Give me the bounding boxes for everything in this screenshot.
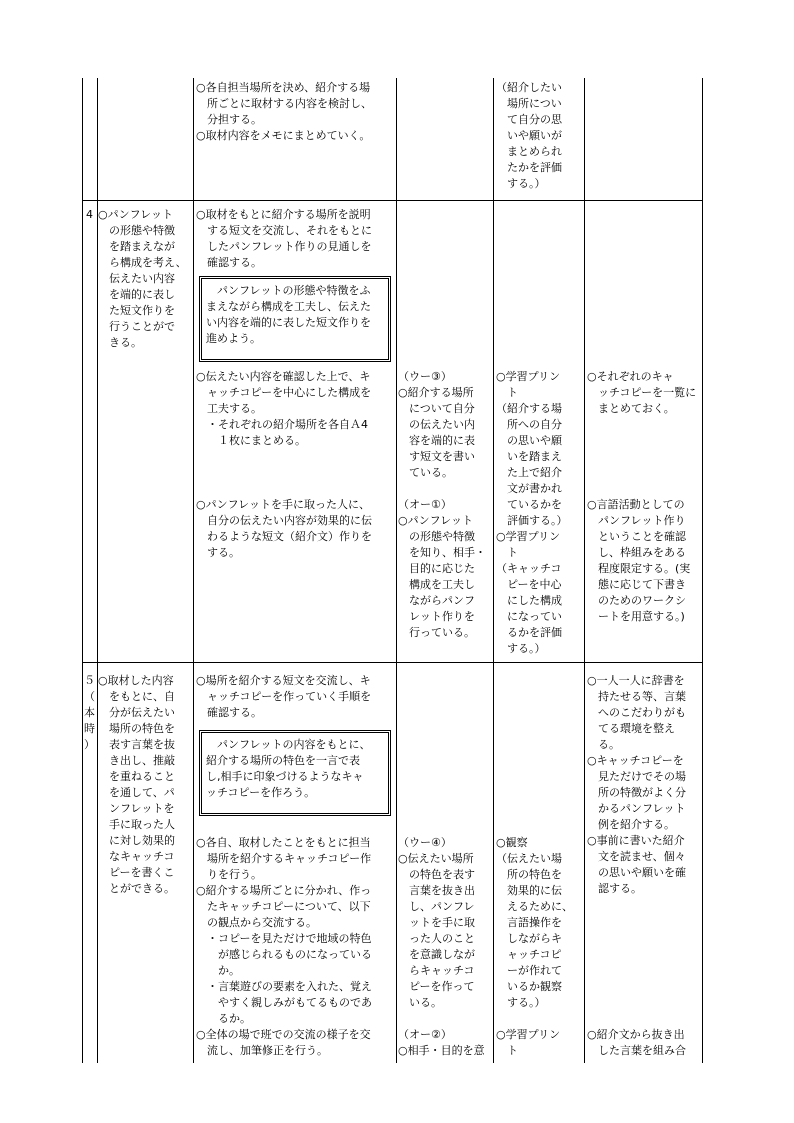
row3-eval-method: （紹介したい 場所につい て自分の思 いや願いが まとめられ たかを評価 する。） bbox=[496, 81, 562, 190]
table-border-right bbox=[702, 78, 703, 1063]
row5-number: ５ （ 本 時 ） bbox=[84, 674, 95, 751]
row4-activity-a: ○伝えたい内容を確認した上で、キ ャッチコピーを中心にした構成を 工夫する。 ・それぞれの紹介場所を各自Ａ4 １枚にまとめる。 bbox=[196, 370, 372, 447]
row5-support-b: ○紹介文から抜き出 した言葉を組み合 bbox=[587, 1028, 686, 1057]
row5-activity-intro: ○場所を紹介する短文を交流し、キ ャッチコピーを作っていく手順を 確認する。 bbox=[196, 674, 372, 719]
row4-method-b: ○学習プリン ト （キャッチコ ピーを中心 にした構成 になってい るかを評価 する。） bbox=[496, 530, 562, 655]
row4-number: 4 bbox=[86, 208, 93, 221]
row-separator-4-5 bbox=[82, 662, 703, 663]
row5-eval-a: （ウー④） ○伝えたい場所 の特色を表す 言葉を抜き出 し、パンフレ ットを手に取 った人のこと を意識しなが らキャッチコ ピーを作って いる。 bbox=[398, 836, 475, 1009]
row4-task-box bbox=[199, 276, 391, 362]
row5-goal: ○取材した内容 をもとに、自 分が伝えたい 場所の特色を 表す言葉を抜 き出し、推敲 を重ねること を通して、パ ンフレットを 手に取った人 に対し効果的 なキャッチコ ピーを書くこ とができる。 bbox=[98, 674, 175, 895]
row5-activity-a: ○各自、取材したことをもとに担当 場所を紹介するキャッチコピー作 りを行う。 ○紹介する場所ごとに分かれ、作っ たキャッチコピーについて、以下 の観点から交流する。 ・コピーを見ただけで地域の特色 が感じられるものになっている か。 ・言葉遊びの要素を入れた、覚え やすく親しみがもてるものであ るか。 bbox=[196, 836, 372, 1025]
row4-support-a: ○それぞれのキャ ッチコピーを一覧に まとめておく。 bbox=[587, 370, 697, 415]
row4-method-a: ○学習プリン ト （紹介する場 所への自分 の思いや願 いを踏まえ た上で紹介 文が書かれ ているかを 評価する。） bbox=[496, 370, 568, 527]
table-border-left bbox=[82, 78, 83, 1063]
row-separator-3-4 bbox=[82, 200, 703, 201]
col-divider-4 bbox=[493, 78, 494, 1063]
row5-task-box bbox=[199, 730, 391, 816]
row4-activity-intro: ○取材をもとに紹介する場所を説明 する短文を交流し、それをもとに したパンフレット作りの見通しを 確認する。 bbox=[196, 208, 372, 269]
row5-eval-b: （オー②） ○相手・目的を意 bbox=[398, 1028, 485, 1057]
row4-support-b: ○言語活動としての パンフレット作り ということを確認 し、枠組みをある 程度限定する。(実 態に応じて下書き のためのワークシ ートを用意する。) bbox=[587, 498, 691, 623]
row4-task-text: パンフレットの形態や特徴をふ まえながら構成を工夫し、伝えた い内容を端的に表した短文作りを 進めよう。 bbox=[206, 284, 371, 345]
col-divider-2 bbox=[193, 78, 194, 1063]
row5-method-b: ○学習プリン ト bbox=[496, 1028, 561, 1057]
row5-method-a: ○観察 （伝えたい場 所の特色を 効果的に伝 えるために、 言語操作を しながらキ ャッチコピ ーが作れて いるか観察 する。） bbox=[496, 836, 573, 1009]
row5-activity-b: ○全体の場で班での交流の様子を交 流し、加筆修正を行う。 bbox=[196, 1028, 371, 1057]
row4-eval-b: （オー①） ○パンフレット の形態や特徴 を知り、相手・ 目的に応じた 構成を工夫し ながらパンフ レット作りを 行っている。 bbox=[398, 498, 486, 639]
row3-activity: ○各自担当場所を決め、紹介する場 所ごとに取材する内容を検討し、 分担する。 ○取材内容をメモにまとめていく。 bbox=[196, 81, 372, 142]
row5-task-text: パンフレットの内容をもとに、 紹介する場所の特色を一言で表 し,相手に印象づけるようなキャ ッチコピーを作ろう。 bbox=[206, 738, 371, 799]
row5-support-intro: ○一人一人に辞書を 持たせる等、言葉 へのこだわりがも てる環境を整え る。 ○キャッチコピーを 見ただけでその場 所の特徴がよく分 かるパンフレット 例を紹介する。 ○事前に書いた紹介 文を読ませ、個々 の思いや願いを確 認する。 bbox=[587, 674, 686, 895]
row4-goal: ○パンフレット の形態や特徴 を踏まえなが ら構成を考え、 伝えたい内容 を端的に表し た短文作りを 行うことがで きる。 bbox=[98, 208, 187, 349]
col-divider-3 bbox=[396, 78, 397, 1063]
col-divider-5 bbox=[584, 78, 585, 1063]
row4-eval-a: （ウー③） ○紹介する場所 について自分 の伝えたい内 容を端的に表 す短文を書い ている。 bbox=[398, 370, 475, 479]
row4-activity-b: ○パンフレットを手に取った人に、 自分の伝えたい内容が効果的に伝 わるような短文（紹介文）作りを する。 bbox=[196, 498, 372, 559]
